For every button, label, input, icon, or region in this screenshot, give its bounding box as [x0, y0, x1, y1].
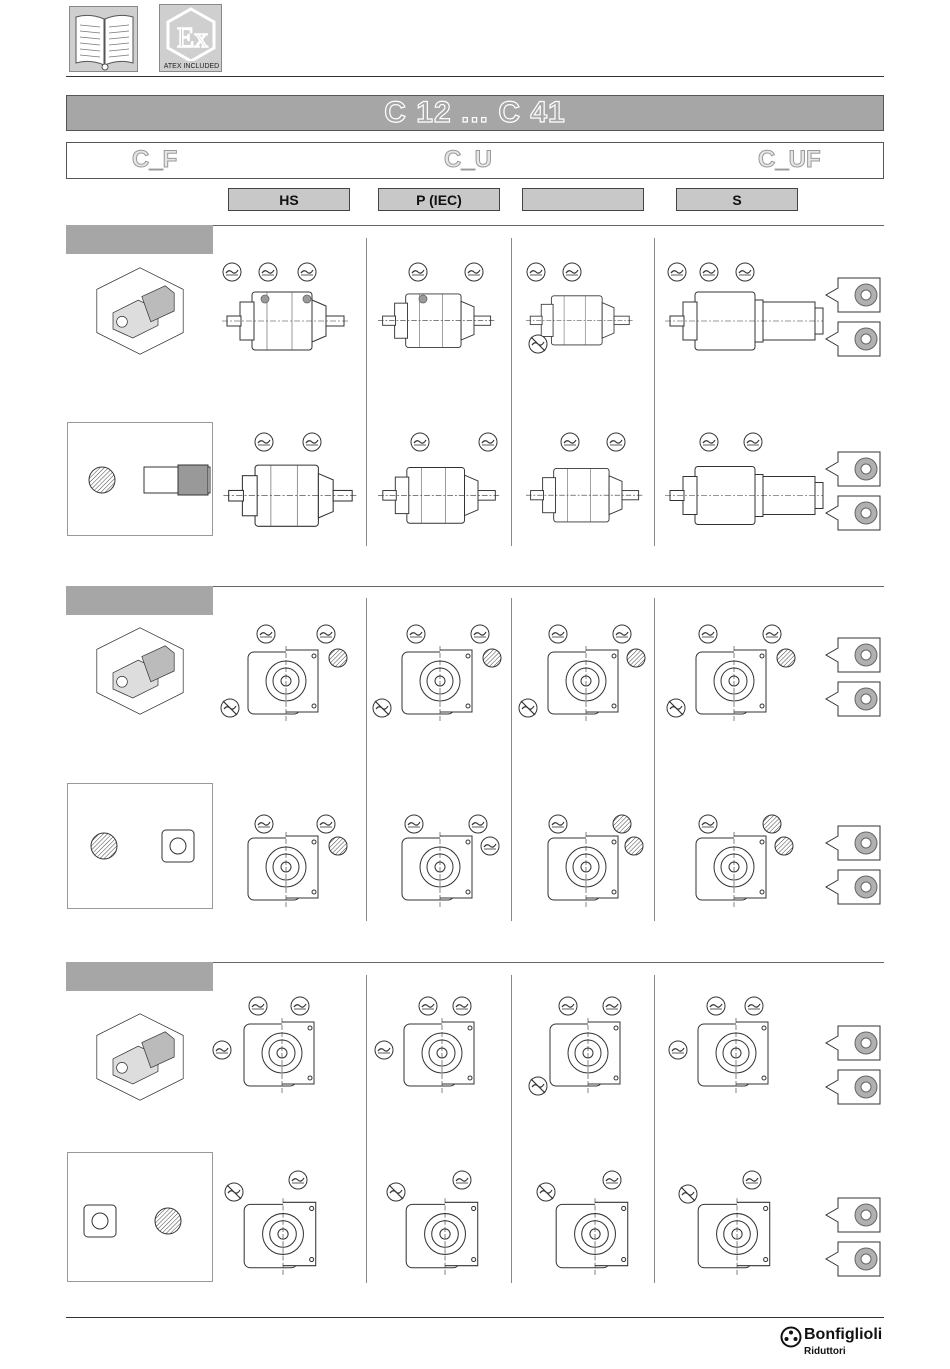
reference-gear-icon[interactable] — [822, 320, 884, 358]
page-title: C 12 ... C 41 — [384, 96, 566, 129]
reference-gear-icon[interactable] — [822, 494, 884, 532]
subtitle-bar — [66, 142, 884, 179]
reference-gear-icon[interactable] — [822, 1068, 884, 1106]
drawing-piec-horizontal-2 — [378, 432, 508, 542]
subtitle-center: C_U — [444, 146, 493, 173]
drawing-hs-up-2 — [222, 1170, 352, 1280]
separator — [511, 238, 512, 546]
drawing-piec-horizontal — [378, 262, 508, 362]
option-s-button[interactable]: S — [676, 188, 798, 211]
header-rule — [66, 76, 884, 77]
separator — [366, 238, 367, 546]
subtitle-left: C_F — [132, 146, 178, 173]
mounting-view-image — [68, 423, 214, 537]
drawing-blank-horizontal-2 — [526, 432, 651, 542]
drawing-hs-down-2 — [220, 812, 360, 912]
reference-gear-icon[interactable] — [822, 1240, 884, 1278]
option-hs-button[interactable]: HS — [228, 188, 350, 211]
drawing-blank-horizontal — [526, 262, 646, 362]
drawing-piec-down — [372, 622, 507, 722]
mounting-view-image — [68, 1153, 214, 1283]
section-2-rule — [213, 586, 884, 587]
drawing-s-up — [668, 996, 803, 1096]
brand-name: Bonfiglioli — [804, 1326, 883, 1343]
drawing-blank-down — [518, 622, 653, 722]
drawing-blank-up — [528, 996, 653, 1096]
drawing-piec-up — [374, 996, 509, 1096]
separator — [366, 975, 367, 1283]
drawing-s-up-2 — [676, 1170, 801, 1280]
reference-gear-icon[interactable] — [822, 1196, 884, 1234]
reference-gear-icon[interactable] — [822, 868, 884, 906]
mounting-view-image — [68, 784, 214, 910]
subtitle-right: C_UF — [758, 146, 821, 173]
drawing-s-horizontal — [665, 262, 825, 362]
iso-gearbox-image — [95, 266, 185, 356]
drawing-hs-horizontal-2 — [222, 432, 362, 542]
iso-gearbox-image — [95, 626, 185, 716]
svg-text:Ex: Ex — [177, 23, 209, 54]
option-p-iec-button[interactable]: P (IEC) — [378, 188, 500, 211]
brand-logo — [778, 1326, 888, 1360]
title-bar — [66, 95, 884, 131]
reference-gear-icon[interactable] — [822, 276, 884, 314]
drawing-piec-up-2 — [384, 1170, 509, 1280]
mounting-view-box — [67, 783, 213, 909]
atex-label: ATEX INCLUDED — [163, 63, 220, 70]
manual-icon-box — [69, 6, 138, 72]
separator — [654, 238, 655, 546]
section-3-rule — [213, 962, 884, 963]
section-3-header — [66, 962, 213, 991]
drawing-hs-up — [212, 996, 352, 1096]
drawing-hs-horizontal — [222, 262, 362, 362]
mounting-view-box — [67, 1152, 213, 1282]
reference-gear-icon[interactable] — [822, 680, 884, 718]
option-blank-button[interactable] — [522, 188, 644, 211]
separator — [511, 598, 512, 921]
bonfiglioli-logo-icon — [780, 1326, 802, 1348]
drawing-s-down-2 — [666, 812, 801, 912]
iso-gearbox-image — [95, 1012, 185, 1102]
drawing-hs-down — [220, 622, 360, 722]
drawing-piec-down-2 — [372, 812, 507, 912]
separator — [654, 975, 655, 1283]
separator — [511, 975, 512, 1283]
drawing-blank-up-2 — [534, 1170, 654, 1280]
ex-atex-icon — [160, 5, 223, 61]
footer-rule — [66, 1317, 884, 1318]
brand-sub: Riduttori — [804, 1346, 846, 1357]
section-2-header — [66, 586, 213, 615]
drawing-blank-down-2 — [518, 812, 653, 912]
atex-icon-box — [159, 4, 222, 72]
reference-gear-icon[interactable] — [822, 636, 884, 674]
drawing-s-horizontal-2 — [665, 432, 825, 542]
section-1-rule — [213, 225, 884, 226]
section-1-header — [66, 225, 213, 254]
mounting-view-box — [67, 422, 213, 536]
reference-gear-icon[interactable] — [822, 1024, 884, 1062]
separator — [654, 598, 655, 921]
drawing-s-down — [666, 622, 801, 722]
separator — [366, 598, 367, 921]
reference-gear-icon[interactable] — [822, 450, 884, 488]
open-book-icon — [70, 7, 139, 73]
reference-gear-icon[interactable] — [822, 824, 884, 862]
